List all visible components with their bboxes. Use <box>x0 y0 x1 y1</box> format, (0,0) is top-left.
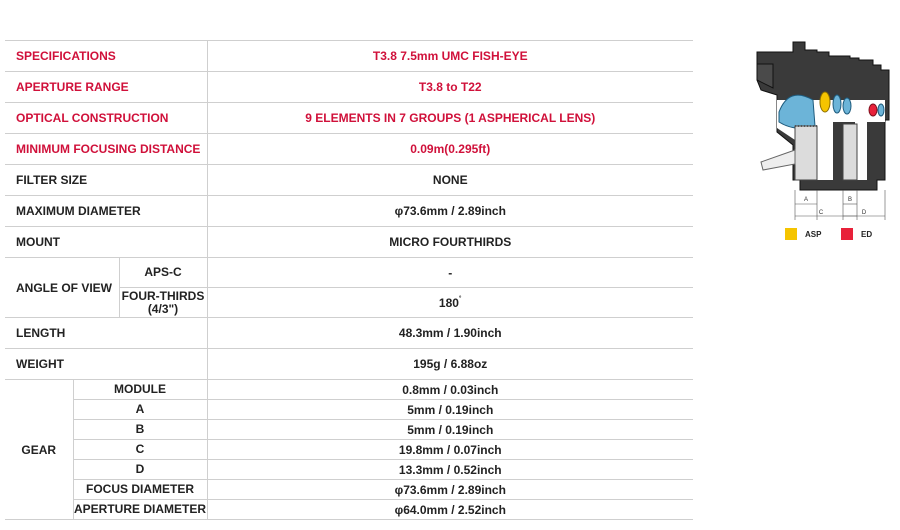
spec-sublabel <box>119 288 207 318</box>
spec-label: LENGTH <box>5 318 207 349</box>
spec-label: MOUNT <box>5 227 207 258</box>
spec-value: 5mm / 0.19inch <box>207 400 693 420</box>
spec-value: NONE <box>207 165 693 196</box>
spec-row-optical-construction <box>5 103 693 134</box>
focus-gear-ring <box>795 126 817 180</box>
angle-value: 180 <box>438 296 459 310</box>
spec-value: 48.3mm / 1.90inch <box>207 318 693 349</box>
spec-value: 9 ELEMENTS IN 7 GROUPS (1 ASPHERICAL LENS) <box>207 103 693 134</box>
spec-value: 5mm / 0.19inch <box>207 420 693 440</box>
spec-row-specifications <box>5 41 693 72</box>
lens-element <box>833 95 841 113</box>
spec-value: 195g / 6.88oz <box>207 349 693 380</box>
spec-row-gear-d <box>5 460 693 480</box>
spec-row-angle-aps-c <box>5 258 693 288</box>
spec-value: 19.8mm / 0.07inch <box>207 440 693 460</box>
spec-sublabel: APS-C <box>119 258 207 288</box>
spec-label: FILTER SIZE <box>5 165 207 196</box>
spec-value: φ73.6mm / 2.89inch <box>207 196 693 227</box>
aperture-gear-ring <box>843 124 857 180</box>
spec-value: 0.8mm / 0.03inch <box>207 380 693 400</box>
legend-label-ed: ED <box>861 230 873 239</box>
spec-value: 13.3mm / 0.52inch <box>207 460 693 480</box>
spec-label: GEAR <box>5 380 73 520</box>
spec-row-aperture-range <box>5 72 693 103</box>
spec-row-gear-b <box>5 420 693 440</box>
sublabel-line: FOUR-THIRDS <box>121 288 205 303</box>
dimension-label-a: A <box>803 197 809 203</box>
legend-label-asp: ASP <box>805 230 822 239</box>
spec-label: APERTURE RANGE <box>5 72 207 103</box>
spec-value <box>207 288 693 318</box>
dimension-label-d: D <box>861 210 867 216</box>
spec-row-gear-focus-diameter <box>5 480 693 500</box>
spec-value: φ64.0mm / 2.52inch <box>207 500 693 520</box>
legend-swatch-ed <box>841 228 853 240</box>
spec-value: MICRO FOURTHIRDS <box>207 227 693 258</box>
spec-label: WEIGHT <box>5 349 207 380</box>
lens-hood <box>761 150 795 170</box>
spec-value: φ73.6mm / 2.89inch <box>207 480 693 500</box>
dimension-label-b: B <box>847 197 853 203</box>
spec-row-max-diameter <box>5 196 693 227</box>
spec-label: SPECIFICATIONS <box>5 41 207 72</box>
dimension-label-c: C <box>818 210 824 216</box>
spec-sublabel: C <box>73 440 207 460</box>
spec-row-length <box>5 318 693 349</box>
spec-label: MINIMUM FOCUSING DISTANCE <box>5 134 207 165</box>
spec-sublabel: B <box>73 420 207 440</box>
spec-row-filter-size <box>5 165 693 196</box>
spec-row-mount <box>5 227 693 258</box>
spec-value: 0.09m(0.295ft) <box>207 134 693 165</box>
spec-value: - <box>207 258 693 288</box>
spec-value: T3.8 7.5mm UMC FISH-EYE <box>207 41 693 72</box>
spec-row-gear-a <box>5 400 693 420</box>
spec-sublabel: APERTURE DIAMETER <box>73 500 207 520</box>
lens-diagram <box>755 40 895 245</box>
spec-sublabel: D <box>73 460 207 480</box>
spec-row-gear-module <box>5 380 693 400</box>
spec-label: OPTICAL CONSTRUCTION <box>5 103 207 134</box>
sublabel-line: (4/3") <box>147 301 179 316</box>
spec-label: ANGLE OF VIEW <box>5 258 119 318</box>
lens-element <box>843 98 851 114</box>
legend-swatch-asp <box>785 228 797 240</box>
lens-element <box>878 104 884 116</box>
lens-element <box>820 92 830 112</box>
spec-value: T3.8 to T22 <box>207 72 693 103</box>
spec-sublabel: FOCUS DIAMETER <box>73 480 207 500</box>
degree-symbol: ˚ <box>458 295 462 304</box>
spec-label: MAXIMUM DIAMETER <box>5 196 207 227</box>
lens-element <box>869 104 877 116</box>
spec-sublabel: A <box>73 400 207 420</box>
spec-row-min-focus <box>5 134 693 165</box>
spec-sublabel: MODULE <box>73 380 207 400</box>
spec-row-gear-aperture-diameter <box>5 500 693 520</box>
spec-row-weight <box>5 349 693 380</box>
spec-table <box>5 40 693 520</box>
spec-row-gear-c <box>5 440 693 460</box>
